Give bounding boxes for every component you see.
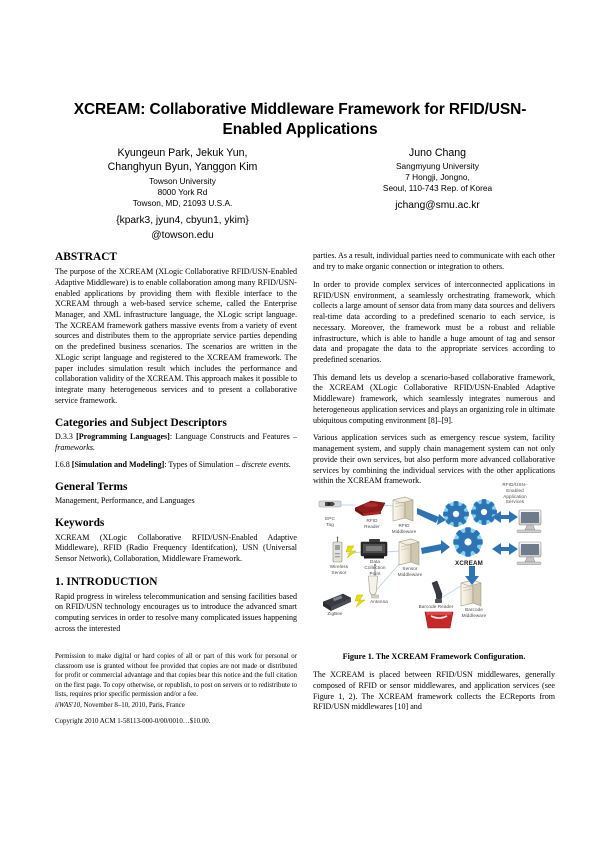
conference-details: November 8–10, 2010, Paris, France [81, 701, 185, 709]
app-service-monitor-1 [517, 510, 541, 533]
copyright-permission-text: Permission to make digital or hard copies of all or part of this work for personal or classroom use is granted without fee provided that copies are not made or distributed for profit or commercial advantage and that copies bear this notice and the full citation on the first page. To copy otherwise, or republish, to post on servers or to redistribute to lists, requires prior specific permission and/or a fee. [55, 653, 297, 699]
introduction-heading: 1. INTRODUCTION [55, 575, 158, 588]
category-1-code: D.3.3 [55, 432, 73, 442]
introduction-text: Rapid progress in wireless telecommunication and sensing facilities based on RFID/USN technology encourages us to introduce the advanced smart computing services in order to resolve many complicated issues happening across the interested [55, 591, 297, 633]
left-column [55, 251, 297, 733]
category-1-italic: frameworks. [55, 443, 96, 453]
author-names-line2: Changhyun Byun, Yanggon Kim [107, 161, 258, 174]
figure-label-rfid-middleware: RFID Middleware [391, 523, 417, 534]
figure-label-sensor-middleware: Sensor Middleware [397, 566, 423, 577]
general-terms-heading: General Terms [55, 480, 128, 493]
author-block-left [55, 147, 310, 243]
right-column [313, 251, 555, 733]
authors-row [55, 147, 545, 243]
xcream-gear-1 [443, 501, 469, 527]
app-service-monitor-2 [517, 542, 541, 565]
categories-heading: Categories and Subject Descriptors [55, 416, 227, 429]
copyright-notice [55, 652, 297, 726]
abstract-text: The purpose of the XCREAM (XLogic Collaborative RFID/USN-Enabled Adaptive Middleware) is to enable collaboration among many RFID/USN-enabled applications by providing them with flexible interface to the XCREAM through a web-based service scheme, called the Enterprise Manager, and XML infrastructure language, the XLogic script language. The XCREAM framework gathers massive events from a variety of event sources and distributes them to the appropriate service parties depending on the predefined business scenarios. The scenarios are written in the XLogic script language and registered to the XCREAM framework. The paper includes simulation result which includes the performance and collaboration validity of the XCREAM. This approach makes it possible to integrate many heterogeneous services and to present a collaborative service framework. [55, 267, 297, 405]
category-descriptor-2 [55, 460, 297, 471]
figure-label-app-services: RFID/USN– Enabled Application Services [502, 482, 528, 505]
conference-line [55, 701, 297, 710]
zigbee-icon [323, 594, 351, 611]
wireless-sensor-icon [333, 537, 342, 563]
data-collection-point-icon [361, 539, 387, 559]
rfid-middleware-icon [393, 497, 413, 521]
figure-label-xcream: XCREAM [455, 560, 484, 568]
figure-label-barcode-middleware: Barcode Middleware [461, 607, 487, 618]
barcode-middleware-icon [461, 580, 481, 606]
general-terms-text: Management, Performance, and Languages [55, 496, 195, 506]
rfid-reader-icon [355, 501, 385, 516]
author-names-line1: Kyungeun Park, Jekuk Yun, [117, 146, 248, 159]
arrow-sensor-to-xcream [421, 540, 450, 554]
arrow-xcream-to-app2 [492, 543, 518, 555]
figure-label-antenna: Antenna [370, 599, 388, 605]
category-1-rest: : Language Constructs and Features – [169, 432, 298, 442]
wireless-signal-icon [346, 546, 356, 558]
category-1-bracket: [Programming Languages] [76, 432, 170, 442]
figure-1-canvas [313, 482, 555, 646]
xcream-gear-3 [453, 527, 482, 556]
abstract-heading: ABSTRACT [55, 251, 118, 264]
figure-label-data-collection-point: Data Collection Point [364, 559, 386, 576]
page-title: XCREAM: Collaborative Middleware Framework for RFID/USN-Enabled Applications [73, 101, 527, 138]
author-affiliation-left: Towson University [149, 175, 216, 186]
right-paragraph-4: Various application services such as emergency rescue system, facility management system, and supply chain management system can not only provide their own services, but also perform more advanced collaborative services by combining the individual services with the other applications within the XCREAM framework. [313, 433, 555, 486]
right-paragraph-2: In order to provide complex services of interconnected applications in RFID/USN environment, a seamlessly orchestrating framework, which collects a large amount of sensor data from many data sources and delivers real-time data according to a predefined scenario to each service, is necessary. Moreover, the framework must be a robust and reliable infrastructure, which is able to handle a huge amount of tag and sensor data and propagate the data to the appropriate services according to predefined scenarios. [313, 279, 555, 364]
keywords-heading: Keywords [55, 516, 105, 529]
figure-label-wireless-sensor: Wireless Sensor [329, 564, 349, 575]
zigbee-signal-icon [355, 595, 365, 607]
author-name-right: Juno Chang [408, 146, 467, 159]
category-2-rest: : Types of Simulation – [164, 459, 242, 469]
keywords-text: XCREAM (XLogic Collaborative RFID/USN-Enabled Adaptive Middleware), RFID (Radio Frequency Identifcation), USN (Universal Sensor Network), Collaboration, Middleware Framework. [55, 532, 297, 564]
body-columns [55, 251, 556, 733]
author-affiliation-right: Sangmyung University [395, 161, 479, 172]
category-2-code: I.6.8 [55, 459, 70, 469]
figure-label-rfid-reader: RFID Reader [364, 518, 380, 529]
figure-label-barcode-reader: Barcode Reader [418, 604, 454, 610]
author-email-left-line1: {kpark3, jyun4, cbyun1, ykim} [116, 214, 249, 226]
right-paragraph-1: parties. As a result, individual parties need to communicate with each other and try to make organic connection or integration to others. [313, 251, 556, 272]
figure-label-zigbee: ZigBee [327, 611, 343, 617]
figure-1-caption: Figure 1. The XCREAM Framework Configuration. [342, 652, 526, 662]
sensor-middleware-icon [399, 539, 419, 565]
category-descriptor-1 [55, 432, 297, 453]
author-email-left-line2: @towson.edu [151, 229, 214, 241]
copyright-acm-line: Copyright 2010 ACM 1-58113-000-0/00/0010…$10.00. [55, 718, 211, 726]
conference-name: iiWAS'10, [55, 701, 82, 709]
right-paragraph-5: The XCREAM is placed between RFID/USN middlewares, generally composed of RFID or sensor middlewares, and application services (see Figure 1, 2). The XCREAM framework collects the ECReports from RFID/USN middlewares [10] and [313, 670, 555, 712]
figure-1 [313, 482, 555, 662]
right-paragraph-3: This demand lets us develop a scenario-based collaborative framework, the XCREAM (XLogic Collaborative RFID/USN-Enabled Adaptive Middleware) framework, which seamlessly integrates numerous and heterogeneous application services and plays an organizing role in ultimate ubiquitous computing environment [8]–[9]. [313, 372, 555, 425]
xcream-gear-group [443, 499, 497, 557]
author-address1-left: 8000 York Rd [157, 186, 208, 197]
figure-label-epc-tag: EPC Tag [325, 516, 335, 527]
category-2-italic: discrete events. [241, 459, 291, 469]
author-address2-left: Towson, MD, 21093 U.S.A. [132, 197, 233, 208]
category-2-bracket: [Simulation and Modeling] [71, 459, 165, 469]
author-address1-right: 7 Hongji, Jongno, [405, 172, 470, 183]
author-block-right [330, 147, 545, 243]
author-email-right: jchang@smu.ac.kr [395, 200, 480, 212]
author-address2-right: Seoul, 110-743 Rep. of Korea [382, 183, 493, 194]
epc-tag-icon [319, 501, 341, 507]
